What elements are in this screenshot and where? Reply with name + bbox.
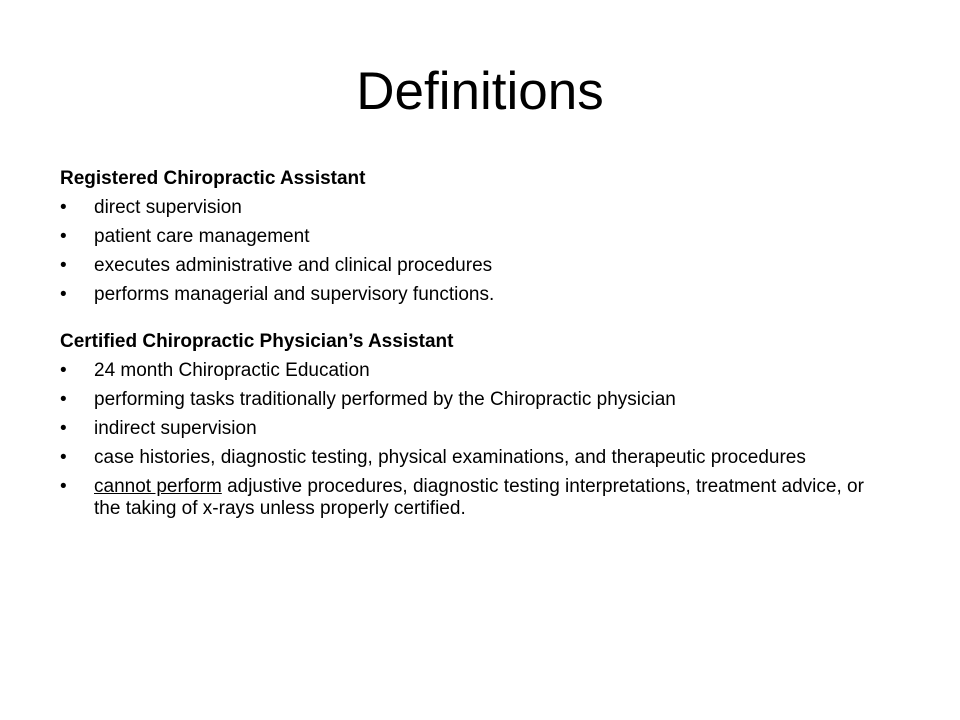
bullet-icon: • xyxy=(60,197,67,218)
bullet-icon: • xyxy=(60,389,67,410)
list-item-text: performs managerial and supervisory functions. xyxy=(94,284,495,305)
list-item xyxy=(60,447,880,469)
bullet-icon: • xyxy=(60,226,67,247)
bullet-list-certified-physician-assistant xyxy=(60,360,880,520)
list-item-text: indirect supervision xyxy=(94,418,257,439)
bullet-icon: • xyxy=(60,418,67,439)
bullet-icon: • xyxy=(60,447,67,468)
bullet-icon: • xyxy=(60,476,67,497)
list-item-text: case histories, diagnostic testing, physical examinations, and therapeutic procedures xyxy=(94,447,806,468)
section-heading-registered-assistant: Registered Chiropractic Assistant xyxy=(60,168,366,189)
list-item-text: direct supervision xyxy=(94,197,242,218)
underlined-phrase: cannot perform xyxy=(94,476,222,497)
bullet-list-registered-assistant xyxy=(60,197,880,306)
bullet-icon: • xyxy=(60,360,67,381)
slide-content xyxy=(60,168,880,527)
list-item-text: patient care management xyxy=(94,226,310,247)
list-item-text xyxy=(94,476,864,519)
section-heading-certified-physician-assistant: Certified Chiropractic Physician’s Assistant xyxy=(60,331,454,352)
list-item xyxy=(60,389,880,411)
list-item xyxy=(60,197,880,219)
list-item xyxy=(60,476,880,520)
list-item xyxy=(60,284,880,306)
list-item xyxy=(60,226,880,248)
list-item-text: 24 month Chiropractic Education xyxy=(94,360,370,381)
list-item xyxy=(60,418,880,440)
list-item-text: performing tasks traditionally performed by the Chiropractic physician xyxy=(94,389,676,410)
bullet-icon: • xyxy=(60,255,67,276)
list-item-rest-text: adjustive procedures, diagnostic testing interpretations, treatment advice, or the taking of x-rays unless properly certified. xyxy=(94,476,864,519)
bullet-icon: • xyxy=(60,284,67,305)
list-item xyxy=(60,360,880,382)
list-item xyxy=(60,255,880,277)
list-item-text: executes administrative and clinical procedures xyxy=(94,255,493,276)
slide-title: Definitions xyxy=(356,62,604,121)
